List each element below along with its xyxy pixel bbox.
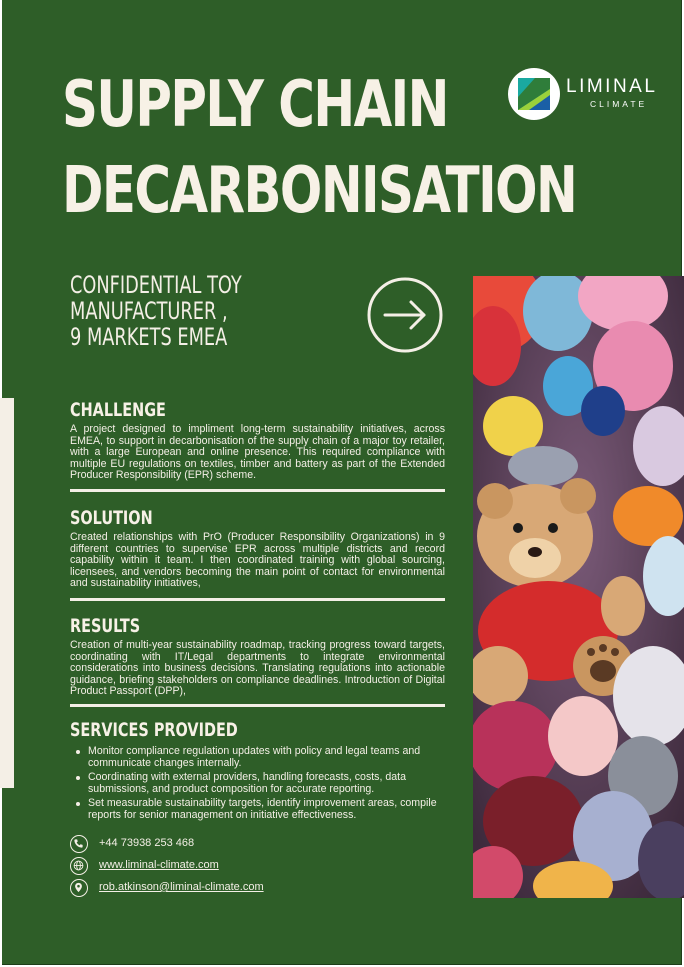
- logo-mark-icon: [508, 68, 560, 120]
- list-item: Coordinating with external providers, handling forecasts, costs, data submissions, and product composition for accurate reporting.: [70, 772, 450, 795]
- client-description: [70, 272, 285, 350]
- title-line-1: SUPPLY CHAIN: [62, 68, 448, 142]
- phone-icon: [70, 835, 88, 853]
- arrow-right-button[interactable]: [366, 276, 444, 354]
- left-edge-strip: [0, 398, 14, 788]
- list-item: Monitor compliance regulation updates with policy and legal teams and communicate changes internally.: [70, 746, 450, 769]
- challenge-body: A project designed to impliment long-term sustainability initiatives, across EMEA, to support in decarbonisation of the supply chain of a major toy retailer, with a large European and online presence. This required compliance with multiple EU regulations on textiles, timber and battery as part of the Extended Producer Responsibility (EPR) scheme.: [70, 423, 445, 481]
- client-line-3: 9 MARKETS EMEA: [70, 323, 228, 351]
- services-heading: SERVICES PROVIDED: [70, 719, 238, 741]
- solution-body: Created relationships with PrO (Producer Responsibility Organizations) in 9 different countries to supervise EPR across multiple districts and record capability within it team. I then coordinated training with global sourcing, licensees, and vendors becoming the main point of contact for environmental and sustainability initiatives,: [70, 531, 445, 589]
- contact-phone: [70, 835, 370, 853]
- logo-wordmark: LIMINAL: [566, 76, 658, 97]
- client-line-2: MANUFACTURER ,: [70, 297, 228, 325]
- services-list: [70, 746, 450, 821]
- solution-section: [70, 508, 445, 590]
- logo-subtitle: CLIMATE: [590, 99, 648, 109]
- phone-number: +44 73938 253 468: [99, 837, 195, 849]
- divider: [70, 704, 445, 707]
- plush-toys-image: [473, 276, 684, 898]
- challenge-heading: CHALLENGE: [70, 399, 166, 421]
- divider: [70, 598, 445, 601]
- results-body: Creation of multi-year sustainability roadmap, tracking progress toward targets, coordinating with IT/Legal departments to integrate environmental considerations into business decisions. Translating regulations into actionable guidance, briefing stakeholders on compliance deadlines. Introduction of Digital Product Passport (DPP),: [70, 639, 445, 697]
- globe-icon: [70, 857, 88, 875]
- title-line-2: DECARBONISATION: [62, 154, 577, 228]
- contact-email: [70, 879, 370, 897]
- contact-website: [70, 857, 370, 875]
- divider: [70, 489, 445, 492]
- liminal-climate-logo: [508, 68, 678, 120]
- results-heading: RESULTS: [70, 615, 141, 637]
- challenge-section: [70, 400, 445, 482]
- toys-photo: [473, 276, 684, 898]
- location-pin-icon: [70, 879, 88, 897]
- results-section: [70, 616, 445, 698]
- services-section: [70, 720, 450, 824]
- website-link[interactable]: www.liminal-climate.com: [99, 859, 219, 871]
- client-line-1: CONFIDENTIAL TOY: [70, 271, 242, 299]
- page-title: [62, 62, 577, 234]
- email-link[interactable]: rob.atkinson@liminal-climate.com: [99, 881, 264, 893]
- arrow-right-icon: [366, 276, 444, 354]
- list-item: Set measurable sustainability targets, identify improvement areas, compile reports for senior management on initiative effectiveness.: [70, 798, 450, 821]
- solution-heading: SOLUTION: [70, 507, 153, 529]
